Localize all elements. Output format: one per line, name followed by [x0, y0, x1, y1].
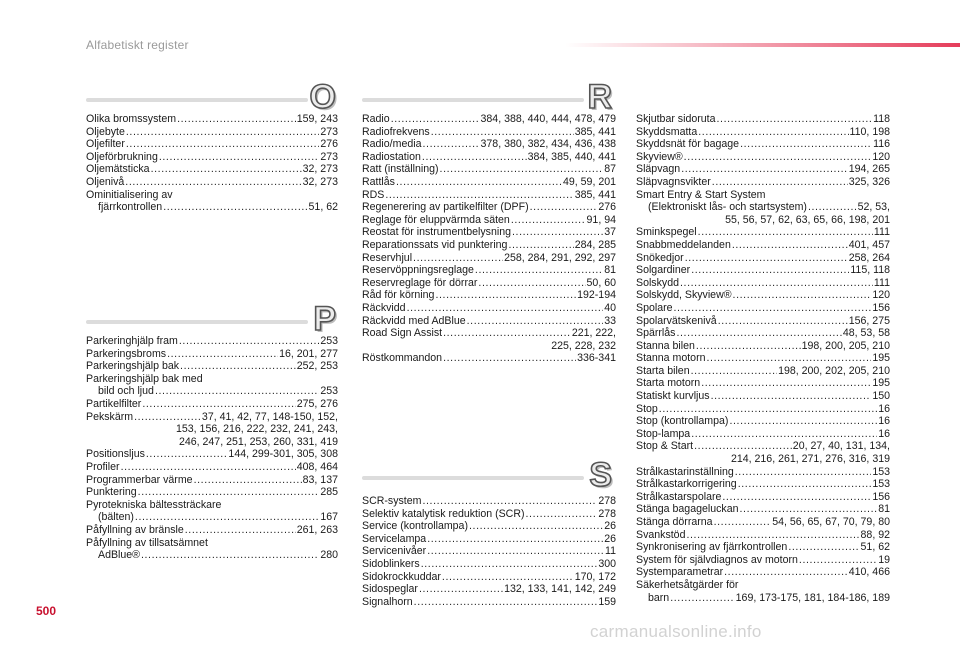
index-entry: Stanna motorn ..... 195	[636, 352, 890, 365]
watermark: carmanualsonline.info	[590, 622, 762, 641]
section-head-p	[86, 300, 336, 336]
index-entry-heading: Parkeringshjälp bak med	[86, 372, 203, 385]
index-entry: Reglage för eluppvärmda säten ..... 91, 94	[362, 214, 616, 227]
index-entry: Punktering ..... 285	[86, 486, 338, 499]
index-entry: AdBlue® ..... 280	[86, 549, 338, 562]
index-entry: Servicelampa ..... 26	[362, 533, 616, 546]
section-head-r	[362, 78, 612, 114]
index-entry-continuation: 225, 228, 232	[551, 339, 616, 352]
index-entry: Parkeringhjälp fram ..... 253	[86, 335, 338, 348]
index-entry: fjärrkontrollen ..... 51, 62	[86, 201, 338, 214]
index-entry-continuation: 246, 247, 251, 253, 260, 331, 419	[178, 435, 338, 448]
index-entry: Reostat för instrumentbelysning ..... 37	[362, 226, 616, 239]
page-header-title: Alfabetiskt register	[86, 38, 189, 52]
index-entry: Synkronisering av fjärrkontrollen ..... 51, 62	[636, 541, 890, 554]
index-entry: Selektiv katalytisk reduktion (SCR) ..... 278	[362, 508, 616, 521]
index-entry: Ratt (inställning) ..... 87	[362, 163, 616, 176]
index-entry: Strålkastarinställning ..... 153	[636, 466, 890, 479]
index-entry: Parkeringsbroms ..... 16, 201, 277	[86, 348, 338, 361]
index-entry: Röstkommandon ..... 336-341	[362, 352, 616, 365]
index-entry: Radiofrekvens ..... 385, 441	[362, 126, 616, 139]
index-entry: Reservhjul ..... 258, 284, 291, 292, 297	[362, 252, 616, 265]
index-entry: Skjutbar sidoruta ..... 118	[636, 113, 890, 126]
index-entry: Reparationssats vid punktering ..... 284, 285	[362, 239, 616, 252]
index-entry: barn ..... 169, 173-175, 181, 184-186, 189	[636, 592, 890, 605]
index-entry: Oljemätsticka ..... 32, 273	[86, 163, 338, 176]
index-entry: Oljefilter ..... 276	[86, 138, 338, 151]
section-rule	[86, 98, 308, 102]
index-entry: Pekskärm ..... 37, 41, 42, 77, 148-150, 152,	[86, 411, 338, 424]
index-entry-heading: Säkerhetsåtgärder för	[636, 578, 739, 591]
index-s-list	[362, 495, 616, 608]
index-entry: Spärrlås ..... 48, 53, 58	[636, 327, 890, 340]
index-s-continued-list	[636, 113, 890, 604]
index-entry: Road Sign Assist ..... 221, 222,	[362, 327, 616, 340]
index-entry: Systemparametrar ..... 410, 466	[636, 566, 890, 579]
index-entry: Sidoblinkers ..... 300	[362, 558, 616, 571]
index-entry: Oljenivå ..... 32, 273	[86, 176, 338, 189]
index-entry: Spolare ..... 156	[636, 302, 890, 315]
index-entry: Stop ..... 16	[636, 403, 890, 416]
index-entry: Servicenivåer ..... 11	[362, 545, 616, 558]
index-entry: Statiskt kurvljus ..... 150	[636, 390, 890, 403]
header-accent-bar	[565, 43, 960, 47]
index-entry: Skyddsnät för bagage ..... 116	[636, 138, 890, 151]
index-entry-heading: Ominitialisering av	[86, 188, 173, 201]
index-entry: Radiostation ..... 384, 385, 440, 441	[362, 151, 616, 164]
index-entry: Råd för körning ..... 192-194	[362, 289, 616, 302]
index-entry: Reservöppningsreglage ..... 81	[362, 264, 616, 277]
index-entry: (bälten) ..... 167	[86, 511, 338, 524]
index-entry: Släpvagnsvikter ..... 325, 326	[636, 176, 890, 189]
index-entry: Strålkastarkorrigering ..... 153	[636, 478, 890, 491]
index-entry: Oljebyte ..... 273	[86, 126, 338, 139]
index-entry: Regenerering av partikelfilter (DPF) ..... 276	[362, 201, 616, 214]
index-entry: Radio/media ..... 378, 380, 382, 434, 436, 438	[362, 138, 616, 151]
index-entry: RDS ..... 385, 441	[362, 189, 616, 202]
section-rule	[362, 476, 584, 480]
section-letter-o: O	[309, 78, 336, 116]
index-entry: Solskydd ..... 111	[636, 277, 890, 290]
index-entry: Starta motorn ..... 195	[636, 377, 890, 390]
index-entry: Olika bromssystem ..... 159, 243	[86, 113, 338, 126]
index-entry: Räckvidd ..... 40	[362, 302, 616, 315]
index-entry: Räckvidd med AdBlue ..... 33	[362, 315, 616, 328]
index-entry: Solgardiner ..... 115, 118	[636, 264, 890, 277]
index-entry: Spolarvätskenivå ..... 156, 275	[636, 315, 890, 328]
index-entry: (Elektroniskt lås- och startsystem) ..... 52, 53,	[636, 201, 890, 214]
index-entry: Snabbmeddelanden ..... 401, 457	[636, 239, 890, 252]
index-entry: Snökedjor ..... 258, 264	[636, 252, 890, 265]
index-entry: Signalhorn ..... 159	[362, 596, 616, 609]
index-entry: Stop (kontrollampa) ..... 16	[636, 415, 890, 428]
section-head-o	[86, 78, 336, 114]
section-letter-r: R	[587, 78, 612, 116]
index-entry-heading: Pyrotekniska bältessträckare	[86, 498, 222, 511]
index-entry: Stop & Start ..... 20, 27, 40, 131, 134,	[636, 440, 890, 453]
index-entry-continuation: 153, 156, 216, 222, 232, 241, 243,	[176, 423, 338, 436]
section-rule	[362, 98, 584, 102]
index-o-list	[86, 113, 338, 214]
index-entry: Reservreglage för dörrar ..... 50, 60	[362, 277, 616, 290]
index-entry: Skyview® ..... 120	[636, 151, 890, 164]
index-entry: Parkeringshjälp bak ..... 252, 253	[86, 360, 338, 373]
index-entry: Stänga bagageluckan ..... 81	[636, 503, 890, 516]
section-head-s	[362, 456, 612, 492]
index-entry: Släpvagn ..... 194, 265	[636, 163, 890, 176]
index-entry: Oljeförbrukning ..... 273	[86, 151, 338, 164]
index-entry: SCR-system ..... 278	[362, 495, 616, 508]
index-r-list	[362, 113, 616, 365]
page-number: 500	[36, 604, 57, 618]
index-entry: Service (kontrollampa) ..... 26	[362, 520, 616, 533]
index-entry: Starta bilen ..... 198, 200, 202, 205, 210	[636, 365, 890, 378]
index-entry: Programmerbar värme ..... 83, 137	[86, 474, 338, 487]
index-entry: Stop-lampa ..... 16	[636, 428, 890, 441]
index-entry-heading: Påfyllning av tillsatsämnet	[86, 536, 208, 549]
section-letter-p: P	[313, 300, 336, 338]
index-p-list	[86, 335, 338, 562]
index-entry: Sminkspegel ..... 111	[636, 226, 890, 239]
index-entry: bild och ljud ..... 253	[86, 385, 338, 398]
index-entry: Strålkastarspolare ..... 156	[636, 491, 890, 504]
index-entry: Skyddsmatta ..... 110, 198	[636, 126, 890, 139]
index-entry: Sidospeglar ..... 132, 133, 141, 142, 249	[362, 583, 616, 596]
index-entry: Radio ..... 384, 388, 440, 444, 478, 479	[362, 113, 616, 126]
section-letter-s: S	[589, 456, 612, 494]
index-entry: Stänga dörrarna ..... 54, 56, 65, 67, 70, 79, 80	[636, 516, 890, 529]
index-entry: Positionsljus ..... 144, 299-301, 305, 308	[86, 448, 338, 461]
index-entry: Solskydd, Skyview® ..... 120	[636, 289, 890, 302]
index-entry: Svankstöd ..... 88, 92	[636, 529, 890, 542]
index-entry: Partikelfilter ..... 275, 276	[86, 398, 338, 411]
index-entry: Påfyllning av bränsle ..... 261, 263	[86, 524, 338, 537]
index-entry-continuation: 55, 56, 57, 62, 63, 65, 66, 198, 201	[725, 213, 890, 226]
index-entry: Stanna bilen ..... 198, 200, 205, 210	[636, 340, 890, 353]
index-entry: Sidokrockkuddar ..... 170, 172	[362, 571, 616, 584]
index-entry-continuation: 214, 216, 261, 271, 276, 316, 319	[730, 453, 890, 466]
index-entry-heading: Smart Entry & Start System	[636, 188, 766, 201]
section-rule	[86, 320, 308, 324]
index-entry: System för självdiagnos av motorn ..... 19	[636, 554, 890, 567]
index-entry: Rattlås ..... 49, 59, 201	[362, 176, 616, 189]
index-entry: Profiler ..... 408, 464	[86, 461, 338, 474]
